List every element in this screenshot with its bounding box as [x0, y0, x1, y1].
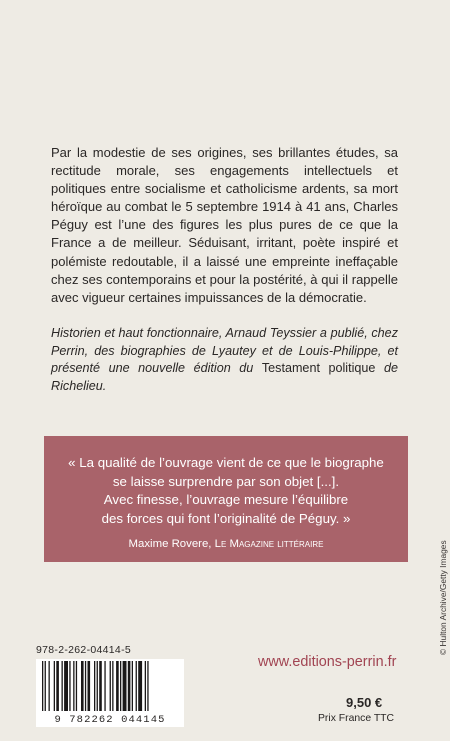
isbn-number: 978-2-262-04414-5	[36, 644, 132, 656]
barcode-bar	[81, 661, 84, 711]
barcode-bar	[85, 661, 86, 711]
price: 9,50 €	[346, 695, 383, 710]
barcode-bar	[99, 661, 102, 711]
barcode-bar	[112, 661, 113, 711]
barcode-bar	[54, 661, 55, 711]
author-bio	[51, 325, 398, 395]
quote-author: Maxime Rovere,	[128, 538, 212, 551]
quote-line: des forces qui font l’originalité de Péguy. »	[101, 510, 351, 526]
barcode-bar	[64, 661, 68, 711]
barcode-bar	[132, 661, 133, 711]
barcode-bar	[147, 661, 148, 711]
barcode-bar	[62, 661, 63, 711]
barcode-bar	[145, 661, 146, 711]
price-label: Prix France TTC	[318, 713, 395, 724]
photo-credit: © Hulton Archive/Getty Images	[438, 540, 448, 655]
barcode-bar	[49, 661, 50, 711]
barcode-bar	[88, 661, 91, 711]
barcode-bar	[94, 661, 95, 711]
barcode-bar	[120, 661, 121, 711]
barcode-bar	[123, 661, 127, 711]
work-title: Testament politique	[261, 361, 376, 376]
press-quote-box	[44, 436, 408, 562]
barcode-bar	[69, 661, 70, 711]
publisher-website[interactable]: www.editions-perrin.fr	[258, 654, 397, 670]
quote-line: Avec finesse, l’ouvrage mesure l’équilibre	[103, 492, 349, 508]
barcode-bar	[138, 661, 142, 711]
quote-publication: Le Magazine littéraire	[214, 538, 324, 551]
barcode-bar	[97, 661, 98, 711]
quote-line: se laisse surprendre par son objet [...].	[112, 473, 340, 489]
book-summary: Par la modestie de ses origines, ses brillantes études, sa rectitude morale, ses engagements intellectuels et politiques entre socialisme et catholicisme ardents, sa mort héroïque au combat le 5 septembre 1914 à 41 ans, Charles Péguy est l’une des figures les plus pures de ce que la France a de meilleur. Séduisant, irritant, poète inspiré et polémiste redoutable, il a laissé une empreinte ineffaçable chez ses contemporains et pour la postérité, à qui il rappelle avec vigueur certaines impuissances de la démocratie.	[51, 145, 398, 305]
quote-source	[129, 538, 324, 550]
barcode-bar	[42, 661, 43, 711]
author-bio-text: Historien et haut fonctionnaire, Arnaud Teyssier a publié, chez Perrin, des biographies de Lyautey et de Louis-Philippe, et présenté une nouvelle édition du	[51, 326, 398, 376]
barcode-bar	[76, 661, 77, 711]
barcode-digits: 9 782262 044145	[36, 713, 184, 727]
barcode-bar	[110, 661, 111, 711]
barcode-bar	[56, 661, 59, 711]
barcode-bar	[104, 661, 105, 711]
barcode-bar	[45, 661, 46, 711]
quote-line: « La qualité de l’ouvrage vient de ce que le biographe	[68, 455, 384, 470]
barcode-bar	[116, 661, 119, 711]
barcode-bar	[128, 661, 131, 711]
barcode	[36, 659, 184, 719]
barcode-bars	[36, 659, 184, 715]
barcode-bar	[73, 661, 74, 711]
barcode-bar	[136, 661, 137, 711]
author-bio-tail: de Richelieu.	[51, 361, 398, 393]
